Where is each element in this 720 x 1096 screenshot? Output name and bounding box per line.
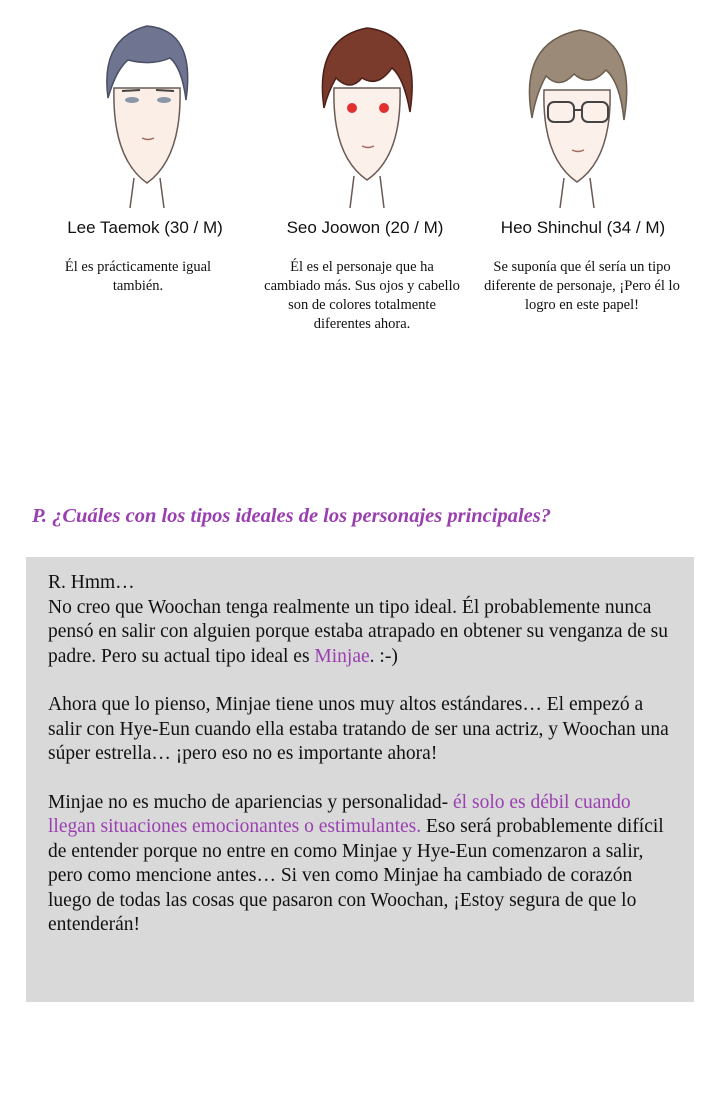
portrait-seo-joowon: [292, 8, 442, 208]
character-desc-lee: Él es prácticamente igual también.: [64, 259, 212, 294]
answer-text-end: . :-): [369, 645, 398, 667]
character-name-seo: Seo Joowon (20 / M): [286, 218, 444, 237]
answer-paragraph-3: [48, 791, 672, 938]
character-desc-heo: Se suponía que él sería un tipo diferente de personaje, ¡Pero él lo logro en este papel!: [484, 259, 680, 313]
character-name-heo: Heo Shinchul (34 / M): [500, 218, 666, 237]
character-name-lee: Lee Taemok (30 / M): [67, 218, 223, 237]
answer-text-end: Eso será probablemente difícil de entender porque no entre en como Minjae y Hye-Eun comenzaron a salir, pero como mencione antes… Si ven como Minjae ha cambiado de corazón luego de todas las cosas que pasaron con Woochan, ¡Estoy segura de que lo entenderán!: [48, 816, 664, 935]
portrait-lee-taemok: [72, 8, 222, 208]
answer-intro: R. Hmm…: [48, 572, 135, 593]
portrait-heo-shinchul: [502, 8, 652, 208]
answer-paragraph-1: [48, 571, 672, 669]
highlight-phrase: él solo es débil cuando llegan situaciones emocionantes o estimulantes.: [48, 791, 631, 837]
character-desc-seo: Él es el personaje que ha cambiado más. Sus ojos y cabello son de colores totalmente diferentes ahora.: [264, 259, 460, 332]
highlight-minjae: Minjae: [314, 645, 370, 667]
answer-text: Minjae no es mucho de apariencias y personalidad-: [48, 791, 454, 813]
answer-paragraph-2: Ahora que lo pienso, Minjae tiene unos muy altos estándares… El empezó a salir con Hye-Eun cuando ella estaba tratando de ser una actriz, y Woochan una súper estrella… ¡pero eso no es importante ahora!: [48, 694, 669, 764]
question-heading: P. ¿Cuáles con los tipos ideales de los personajes principales?: [32, 505, 551, 527]
answer-text: No creo que Woochan tenga realmente un tipo ideal. Él probablemente nunca pensó en salir con alguien porque estaba atrapado en obtener su venganza de su padre. Pero su actual tipo ideal es: [48, 596, 668, 667]
answer-box: [26, 557, 694, 1002]
